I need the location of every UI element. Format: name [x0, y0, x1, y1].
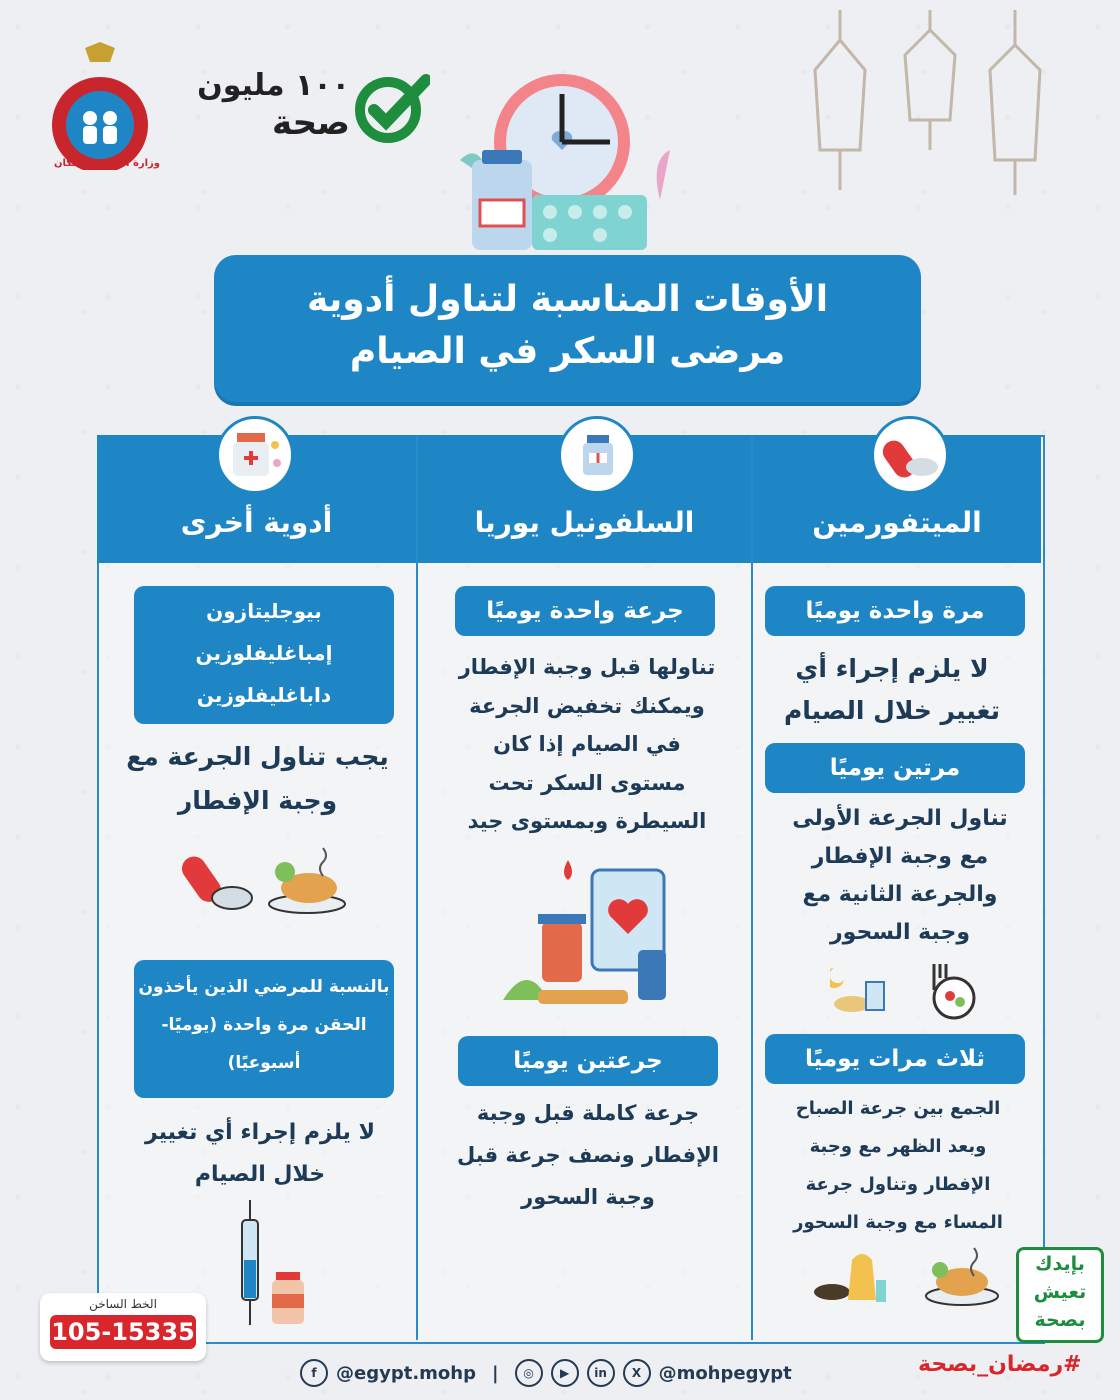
metformin-twice-text: تناول الجرعة الأولى مع وجبة الإفطار والجرعة الثانية مع وجبة السحور — [792, 806, 1008, 945]
facebook-handle[interactable]: @egypt.mohp — [336, 1362, 476, 1384]
checkmark-icon — [352, 72, 430, 148]
injection-note: بالنسبة للمرضي الذين يأخذون الحقن مرة واحدة (يوميًا- أسبوعيًا) — [134, 960, 394, 1098]
hashtag: #رمضان_بصحة — [918, 1352, 1082, 1377]
youtube-icon[interactable]: ▶ — [551, 1359, 579, 1387]
metformin-once-label: مرة واحدة يوميًا — [765, 586, 1025, 636]
title-line2: مرضى السكر في الصيام — [349, 331, 786, 372]
heart-clipboard-illustration — [498, 850, 688, 1019]
ministry-logo-text: وزارة الصحة والسكان — [54, 158, 161, 169]
sulfonylurea-heading: السلفونيل يوريا — [474, 506, 695, 539]
column-divider — [751, 435, 753, 1340]
drug-dapagliflozin: داباغليفلوزين — [196, 683, 332, 707]
medicine-bottle-icon — [558, 416, 636, 494]
pill-jar-icon — [216, 416, 294, 494]
drug-pioglitazone: بيوجليتازون — [206, 599, 322, 623]
other-drugs-text: يجب تناول الجرعة مع وجبة الإفطار — [126, 742, 389, 815]
campaign-line2: صحة — [272, 103, 350, 143]
campaign-line1: ١٠٠ مليون — [197, 68, 350, 103]
lantern-decoration — [800, 10, 1060, 200]
metformin-thrice-label: ثلاث مرات يوميًا — [765, 1034, 1025, 1084]
slogan-badge: بإيدك تعيش بصحة — [1016, 1247, 1104, 1343]
injection-text: لا يلزم إجراء أي تغيير خلال الصيام — [145, 1120, 375, 1187]
syringe-vial-icon — [232, 1200, 312, 1334]
drug-empagliflozin: إمباغليفلوزين — [195, 641, 333, 665]
metformin-thrice-text: الجمع بين جرعة الصباح وبعد الظهر مع وجبة الإفطار وتناول جرعة المساء مع وجبة السحور — [793, 1098, 1003, 1233]
plate-fork-icon — [920, 960, 984, 1024]
social-handle[interactable]: @mohpegypt — [658, 1362, 792, 1384]
metformin-heading: الميتفورمين — [812, 506, 982, 539]
teapot-dates-icon — [810, 1240, 890, 1316]
facebook-icon[interactable]: f — [300, 1359, 328, 1387]
sulfonylurea-once-text: تناولها قبل وجبة الإفطار ويمكنك تخفيض الجرعة في الصيام إذا كان مستوى السكر تحت السيطرة وبمستوى جيد — [458, 655, 716, 833]
main-title — [214, 255, 921, 402]
clock-medicine-illustration — [450, 70, 700, 255]
metformin-once-text: لا يلزم إجراء أي تغيير خلال الصيام — [783, 654, 1001, 725]
hotline-label: الخط الساخن — [89, 1297, 157, 1311]
sulfonylurea-once-label: جرعة واحدة يوميًا — [455, 586, 715, 636]
footer-separator: | — [491, 1362, 499, 1384]
hotline-badge — [40, 1293, 206, 1361]
x-icon[interactable]: X — [623, 1359, 651, 1387]
campaign-logo — [190, 68, 350, 143]
title-line1: الأوقات المناسبة لتناول أدوية — [306, 279, 829, 320]
instagram-icon[interactable]: ◎ — [515, 1359, 543, 1387]
other-heading: أدوية أخرى — [180, 506, 333, 539]
social-footer — [300, 1355, 820, 1391]
other-drugs-list — [134, 586, 394, 724]
capsule-icon — [871, 416, 949, 494]
iftar-meal-icon — [830, 960, 890, 1022]
roast-chicken-icon — [922, 1240, 1002, 1316]
roast-chicken-icon — [265, 842, 349, 924]
capsule-icon — [180, 850, 256, 922]
sulfonylurea-twice-text: جرعة كاملة قبل وجبة الإفطار ونصف جرعة قبل وجبة السحور — [457, 1101, 719, 1209]
column-divider — [416, 435, 418, 1340]
hotline-number: 105-15335 — [50, 1315, 196, 1349]
sulfonylurea-twice-label: جرعتين يوميًا — [458, 1036, 718, 1086]
metformin-twice-label: مرتين يوميًا — [765, 743, 1025, 793]
linkedin-icon[interactable]: in — [587, 1359, 615, 1387]
ministry-logo — [40, 40, 160, 170]
